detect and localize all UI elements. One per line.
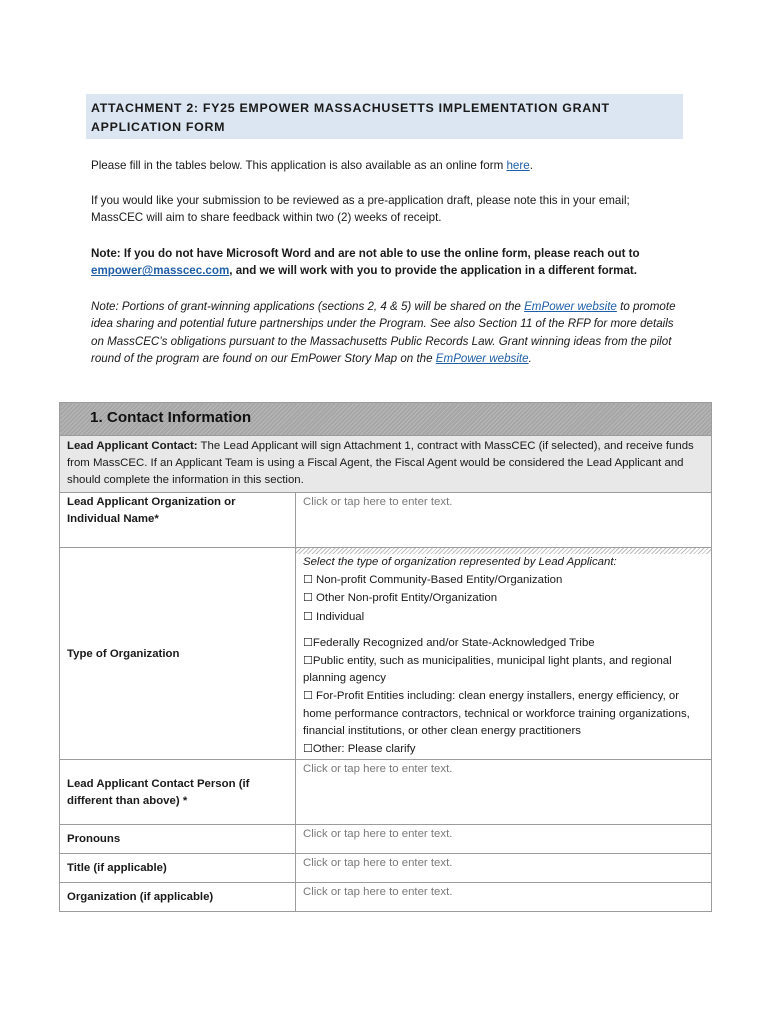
public-records-text-2: to promote idea sharing and potential future partnerships under the Program. See also Section 11 of the RFP for more details on MassCEC’s obligations pursuant to the Massachusetts Public Records Law. Grant winning ideas from the pilot round of the program are found on our EmPower Story Map on the: [91, 300, 676, 366]
checkbox-icon[interactable]: ☐: [303, 635, 313, 649]
attachment-title-line1: ATTACHMENT 2: FY25 EMPOWER MASSACHUSETTS IMPLEMENTATION GRANT: [91, 101, 610, 115]
empower-email-link[interactable]: empower@masscec.com: [91, 264, 230, 278]
option-other-label: Other: Please clarify: [312, 743, 416, 756]
checkbox-icon[interactable]: ☐: [303, 742, 313, 756]
option-other[interactable]: [303, 740, 705, 758]
contact-person-label: Lead Applicant Contact Person (if different than above) *: [60, 760, 296, 825]
public-records-text-3: .: [528, 352, 532, 366]
option-tribe[interactable]: [303, 634, 705, 652]
instructions-paragraph: [91, 157, 691, 174]
checkbox-icon[interactable]: ☐: [303, 591, 313, 605]
option-other-nonprofit[interactable]: [303, 589, 705, 607]
option-public-entity[interactable]: [303, 652, 705, 687]
lead-intro-label: Lead Applicant Contact:: [67, 440, 198, 452]
instructions-period: .: [529, 159, 533, 172]
option-for-profit-label: For-Profit Entities including: clean energy installers, energy efficiency, or home performance contractors, technical or workforce training organizations, financial institutions, or other clean energy practitioners: [303, 690, 690, 737]
option-individual[interactable]: [303, 608, 705, 626]
title-label: Title (if applicable): [60, 854, 296, 883]
public-records-note: [91, 298, 681, 368]
word-note-text-1: Note: If you do not have Microsoft Word and are not able to use the online form, please reach out to: [91, 247, 640, 260]
organization-label: Organization (if applicable): [60, 883, 296, 912]
pronouns-label: Pronouns: [60, 825, 296, 854]
attachment-title-band: [86, 94, 683, 139]
option-other-nonprofit-label: Other Non-profit Entity/Organization: [312, 592, 498, 605]
empower-website-link-2[interactable]: EmPower website: [435, 352, 529, 366]
word-note-paragraph: [91, 245, 681, 280]
checkbox-icon[interactable]: ☐: [303, 573, 313, 587]
org-type-options: [296, 548, 712, 760]
contact-information-table: [59, 402, 712, 912]
online-form-link[interactable]: here: [506, 159, 530, 172]
option-public-entity-label: Public entity, such as municipalities, municipal light plants, and regional planning agency: [303, 655, 672, 685]
lead-applicant-intro: [60, 436, 712, 493]
pre-application-paragraph: If you would like your submission to be reviewed as a pre-application draft, please note this in your email; MassCEC will aim to share feedback within two (2) weeks of receipt.: [91, 194, 630, 225]
option-individual-label: Individual: [312, 610, 365, 623]
title-input[interactable]: Click or tap here to enter text.: [296, 854, 712, 883]
public-records-text-1: Note: Portions of grant-winning applications (sections 2, 4 & 5) will be shared on the: [91, 300, 525, 313]
lead-intro-text: The Lead Applicant will sign Attachment 1, contract with MassCEC (if selected), and receive funds from MassCEC. If an Applicant Team is using a Fiscal Agent, the Fiscal Agent would be considered the Lead Applicant and should complete the information in this section.: [67, 440, 694, 487]
option-nonprofit-cbo-label: Non-profit Community-Based Entity/Organization: [312, 574, 563, 587]
pronouns-input[interactable]: Click or tap here to enter text.: [296, 825, 712, 854]
organization-input[interactable]: Click or tap here to enter text.: [296, 883, 712, 912]
checkbox-icon[interactable]: ☐: [303, 654, 313, 668]
org-type-label: Type of Organization: [60, 548, 296, 760]
checkbox-icon[interactable]: ☐: [303, 609, 313, 623]
section-1-heading: 1. Contact Information: [90, 409, 252, 427]
option-nonprofit-cbo[interactable]: [303, 571, 705, 589]
org-name-label: Lead Applicant Organization or Individual Name*: [60, 493, 296, 548]
checkbox-icon[interactable]: ☐: [303, 689, 313, 703]
section-heading-cell: [60, 403, 712, 436]
word-note-text-2: , and we will work with you to provide the application in a different format.: [229, 264, 638, 278]
contact-person-input[interactable]: Click or tap here to enter text.: [296, 760, 712, 825]
attachment-title-line2: APPLICATION FORM: [91, 120, 226, 134]
option-for-profit[interactable]: [303, 687, 705, 740]
org-name-input[interactable]: Click or tap here to enter text.: [296, 493, 712, 548]
empower-website-link-1[interactable]: EmPower website: [524, 300, 617, 313]
option-tribe-label: Federally Recognized and/or State-Acknowledged Tribe: [312, 636, 595, 649]
org-type-prompt: Select the type of organization represented by Lead Applicant:: [303, 556, 617, 568]
instructions-text: Please fill in the tables below. This application is also available as an online form: [91, 159, 507, 172]
